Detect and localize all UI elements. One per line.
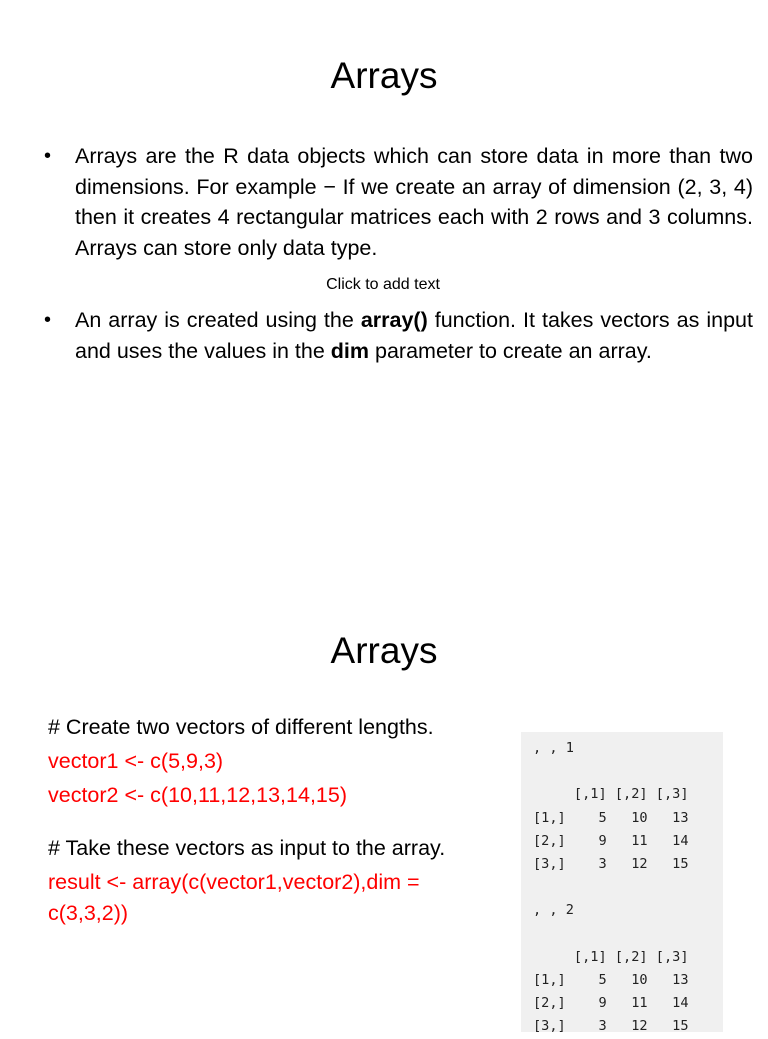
code-comment-2: # Take these vectors as input to the array.	[48, 836, 446, 860]
bullet-2-part-5: parameter to create an array.	[369, 338, 652, 363]
code-line-vector2: vector2 <- c(10,11,12,13,14,15)	[48, 783, 347, 807]
bullet-2-keyword-dim: dim	[330, 338, 370, 363]
slide-2	[0, 576, 768, 1035]
console-output-line: [,1] [,2] [,3]	[573, 786, 689, 803]
code-comment-1: # Create two vectors of different lengths.	[48, 715, 434, 739]
slide-2-title: Arrays	[330, 630, 438, 671]
console-output-line: [3,] 3 12 15	[533, 1018, 689, 1035]
code-example	[48, 712, 488, 929]
bullet-dot-icon: •	[44, 309, 52, 331]
bullet-dot-icon: •	[44, 145, 52, 167]
code-line-vector1: vector1 <- c(5,9,3)	[48, 749, 224, 773]
console-output-line: [2,] 9 11 14	[533, 995, 689, 1012]
console-output-line: , , 1	[533, 740, 574, 756]
console-output-line: , , 2	[533, 902, 574, 919]
console-output-line: [1,] 5 10 13	[533, 972, 689, 989]
console-output-line: [2,] 9 11 14	[533, 832, 689, 849]
bullet-2-part-3: function. It takes vectors as input and uses the values in the	[75, 308, 753, 363]
console-output-line: [1,] 5 10 13	[533, 809, 689, 826]
add-text-placeholder[interactable]: Click to add text	[326, 276, 440, 293]
console-output-line: [,1] [,2] [,3]	[573, 948, 689, 965]
console-output-panel	[521, 732, 723, 1035]
bullet-item-2	[44, 305, 753, 366]
bullet-2-part-1: An array is created using the	[75, 308, 361, 332]
slide-1-title: Arrays	[330, 55, 438, 96]
bullet-2-keyword-array: array()	[360, 308, 428, 332]
console-output-line: [3,] 3 12 15	[533, 856, 689, 873]
bullet-1-text: Arrays are the R data objects which can store data in more than two dimensions. For example − If we create an array of dimension (2, 3, 4) then it creates 4 rectangular matrices each with 2 rows and 3 columns. Arrays can store only data type.	[75, 144, 753, 260]
bullet-item-1	[44, 141, 753, 263]
code-line-result: result <- array(c(vector1,vector2),dim = c(3,3,2))	[48, 870, 420, 925]
console-output-text	[521, 732, 723, 1039]
